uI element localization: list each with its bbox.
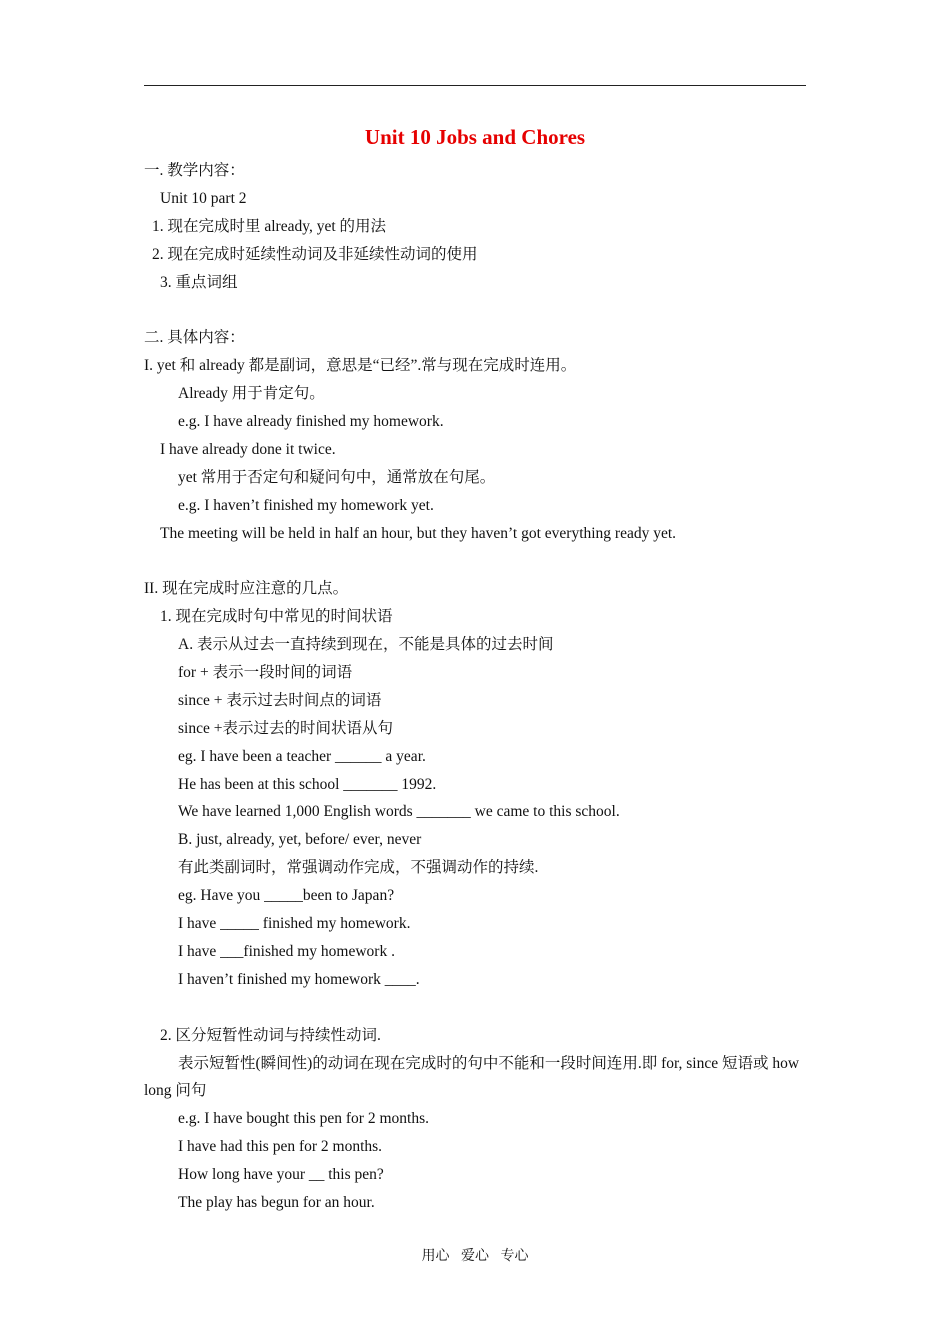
text-line: 有此类副词时，常强调动作完成，不强调动作的持续. — [178, 859, 539, 877]
text-line: for + 表示一段时间的词语 — [178, 664, 353, 682]
page-footer: 用心 爱心 专心 — [421, 1249, 529, 1264]
text-line: I have had this pen for 2 months. — [178, 1138, 383, 1156]
text-line: A. 表示从过去一直持续到现在，不能是具体的过去时间 — [178, 636, 554, 654]
text-line: e.g. I have bought this pen for 2 months. — [178, 1110, 429, 1128]
text-line: How long have your __ this pen? — [178, 1166, 384, 1184]
text-line: I have _____ finished my homework. — [178, 915, 411, 933]
text-line: II. 现在完成时应注意的几点。 — [144, 580, 349, 598]
text-line: The play has begun for an hour. — [178, 1193, 375, 1211]
document-body — [144, 157, 806, 1217]
blank-line — [144, 547, 806, 575]
text-line: eg. I have been a teacher ______ a year. — [178, 747, 426, 765]
text-line: Unit 10 part 2 — [160, 189, 247, 207]
text-line: eg. Have you _____been to Japan? — [178, 887, 395, 905]
text-line: I. yet 和 already 都是副词，意思是“已经”.常与现在完成时连用。 — [144, 357, 577, 375]
blank-line — [144, 994, 806, 1022]
text-line: I haven’t finished my homework ____. — [178, 970, 420, 988]
text-line: 3. 重点词组 — [160, 273, 238, 291]
text-line: I have already done it twice. — [160, 440, 336, 458]
text-paragraph: 表示短暂性(瞬间性)的动词在现在完成时的句中不能和一段时间连用.即 for, since 短语或 how long 问句 — [144, 1054, 800, 1100]
text-line: 1. 现在完成时里 already, yet 的用法 — [152, 217, 387, 235]
text-line: B. just, already, yet, before/ ever, never — [178, 831, 422, 849]
text-line: e.g. I haven’t finished my homework yet. — [178, 496, 434, 514]
text-line: 2. 现在完成时延续性动词及非延续性动词的使用 — [152, 245, 478, 263]
document-title: Unit 10 Jobs and Chores — [364, 125, 586, 149]
text-line: yet 常用于否定句和疑问句中，通常放在句尾。 — [178, 468, 496, 486]
text-line: The meeting will be held in half an hour, but they haven’t got everything ready yet. — [160, 524, 677, 542]
header-rule — [144, 85, 806, 86]
text-line: since +表示过去的时间状语从句 — [178, 719, 393, 737]
section-heading-1: 一. 教学内容： — [144, 162, 245, 179]
text-line: 1. 现在完成时句中常见的时间状语 — [160, 608, 393, 626]
blank-line — [144, 296, 806, 324]
section-heading-2: 二. 具体内容： — [144, 329, 245, 347]
text-line: We have learned 1,000 English words _______ we came to this school. — [178, 803, 620, 821]
text-line: 2. 区分短暂性动词与持续性动词. — [160, 1026, 381, 1044]
text-line: since + 表示过去时间点的词语 — [178, 691, 382, 709]
text-line: e.g. I have already finished my homework. — [178, 413, 444, 431]
text-line: I have ___finished my homework . — [178, 942, 395, 960]
text-line: He has been at this school _______ 1992. — [178, 775, 437, 793]
text-line: Already 用于肯定句。 — [178, 385, 325, 403]
